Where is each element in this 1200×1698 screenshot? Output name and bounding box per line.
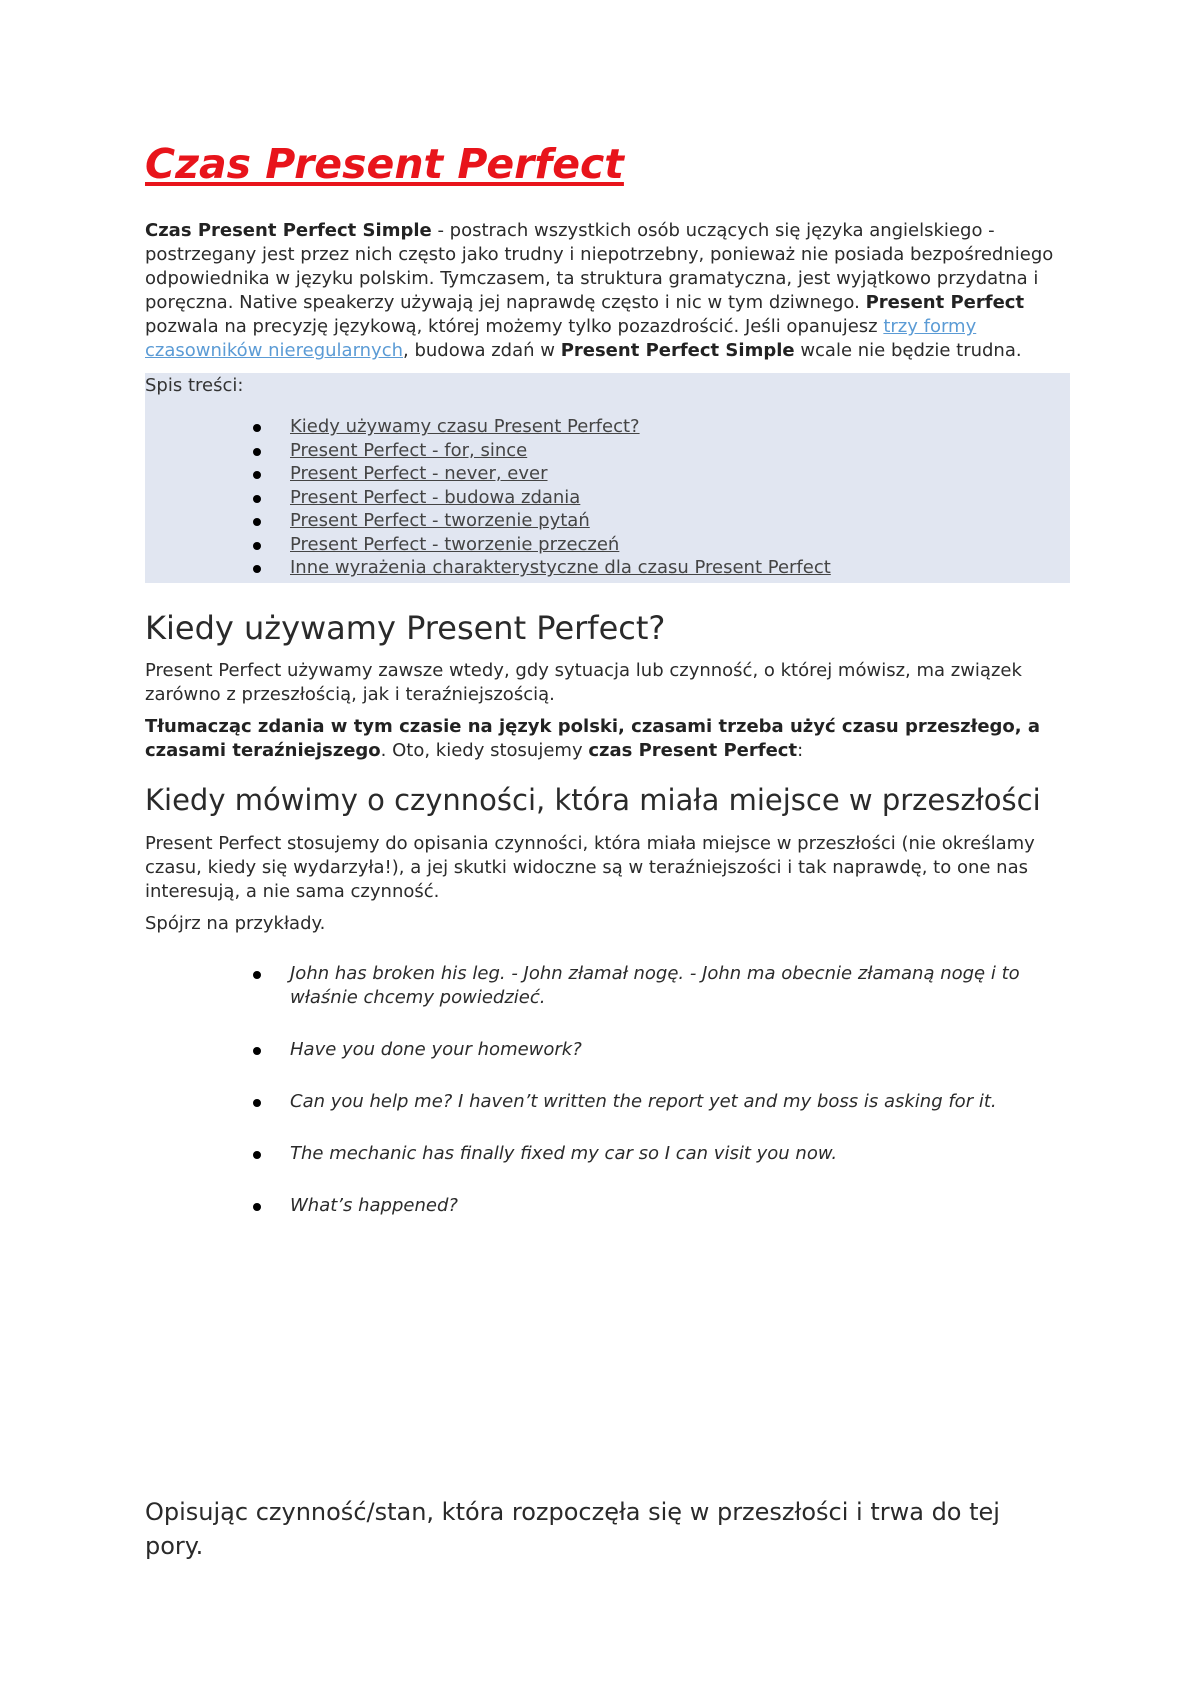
toc-item xyxy=(253,533,1070,557)
toc-item xyxy=(253,439,1070,463)
toc-link-when-used[interactable]: Kiedy używamy czasu Present Perfect? xyxy=(290,416,640,438)
irregular-verbs-link[interactable]: trzy formy czasowników nieregularnych xyxy=(145,316,977,362)
toc-link-for-since[interactable]: Present Perfect - for, since xyxy=(290,439,528,461)
section2-paragraph-2: Spójrz na przykłady. xyxy=(145,913,326,935)
example-item: What’s happened? xyxy=(253,1194,1070,1218)
intro-bold-1: Czas Present Perfect Simple xyxy=(145,220,432,242)
section1-paragraph-1: Present Perfect używamy zawsze wtedy, gdy sytuacja lub czynność, o której mówisz, ma związek zarówno z przeszłością, jak i teraźniejszością. xyxy=(145,660,1022,706)
example-item: Have you done your homework? xyxy=(253,1038,1070,1062)
toc-link-never-ever[interactable]: Present Perfect - never, ever xyxy=(290,463,548,485)
section-heading-when-used: Kiedy używamy Present Perfect? xyxy=(145,608,666,647)
section1-text-1: . Oto, kiedy stosujemy xyxy=(380,740,589,762)
section-heading-past-action: Kiedy mówimy o czynności, która miała miejsce w przeszłości xyxy=(145,783,1041,818)
intro-text-3: , budowa zdań w xyxy=(403,340,561,362)
example-item: The mechanic has finally fixed my car so I can visit you now. xyxy=(253,1142,1070,1166)
example-item: Can you help me? I haven’t written the report yet and my boss is asking for it. xyxy=(253,1090,1070,1114)
section2-paragraph-1: Present Perfect stosujemy do opisania czynności, która miała miejsce w przeszłości (nie określamy czasu, kiedy się wydarzyła!), a jej skutki widoczne są w teraźniejszości i tak naprawdę, to one nas interesują, a nie sama czynność. xyxy=(145,833,1035,903)
toc-link-negations[interactable]: Present Perfect - tworzenie przeczeń xyxy=(290,533,620,555)
section1-text-end: : xyxy=(797,740,804,762)
examples-list xyxy=(145,962,1070,1218)
intro-text-1: - postrach wszystkich osób uczących się języka angielskiego - postrzegany jest przez nich często jako trudny i niepotrzebny, ponieważ nie posiada bezpośredniego odpowiednika w języku polskim. Tymczasem, ta struktura gramatyczna, jest wyjątkowo przydatna i poręczna. Native speakerzy używają jej naprawdę często i nic w tym dziwnego. xyxy=(145,220,1054,314)
toc-link-questions[interactable]: Present Perfect - tworzenie pytań xyxy=(290,510,590,532)
page-title: Czas Present Perfect xyxy=(145,140,624,188)
toc-label: Spis treści: xyxy=(145,375,244,397)
toc-item xyxy=(253,415,1070,439)
example-item: John has broken his leg. - John złamał nogę. - John ma obecnie złamaną nogę i to właśnie chcemy powiedzieć. xyxy=(253,962,1070,1010)
toc-item xyxy=(253,462,1070,486)
toc-item xyxy=(253,486,1070,510)
document-page xyxy=(145,140,1070,1246)
toc-item xyxy=(253,556,1070,580)
intro-bold-3: Present Perfect Simple xyxy=(560,340,795,362)
toc-link-other-expressions[interactable]: Inne wyrażenia charakterystyczne dla czasu Present Perfect xyxy=(290,557,831,579)
intro-text-2: pozwala na precyzję językową, której możemy tylko pozazdrościć. Jeśli opanujesz xyxy=(145,316,884,338)
toc-list xyxy=(145,415,1070,580)
section1-paragraph-2 xyxy=(145,715,1070,763)
intro-bold-2: Present Perfect xyxy=(865,292,1025,314)
section1-bold-2: czas Present Perfect xyxy=(588,740,798,762)
table-of-contents xyxy=(145,373,1070,583)
toc-link-sentence-structure[interactable]: Present Perfect - budowa zdania xyxy=(290,486,581,508)
section1-bold-1: Tłumacząc zdania w tym czasie na język polski, czasami trzeba użyć czasu przeszłego, a czasami teraźniejszego xyxy=(145,716,1041,762)
intro-paragraph xyxy=(145,219,1070,363)
section-heading-ongoing-state: Opisując czynność/stan, która rozpoczęła się w przeszłości i trwa do tej pory. xyxy=(145,1498,1000,1560)
toc-item xyxy=(253,509,1070,533)
intro-text-4: wcale nie będzie trudna. xyxy=(794,340,1022,362)
